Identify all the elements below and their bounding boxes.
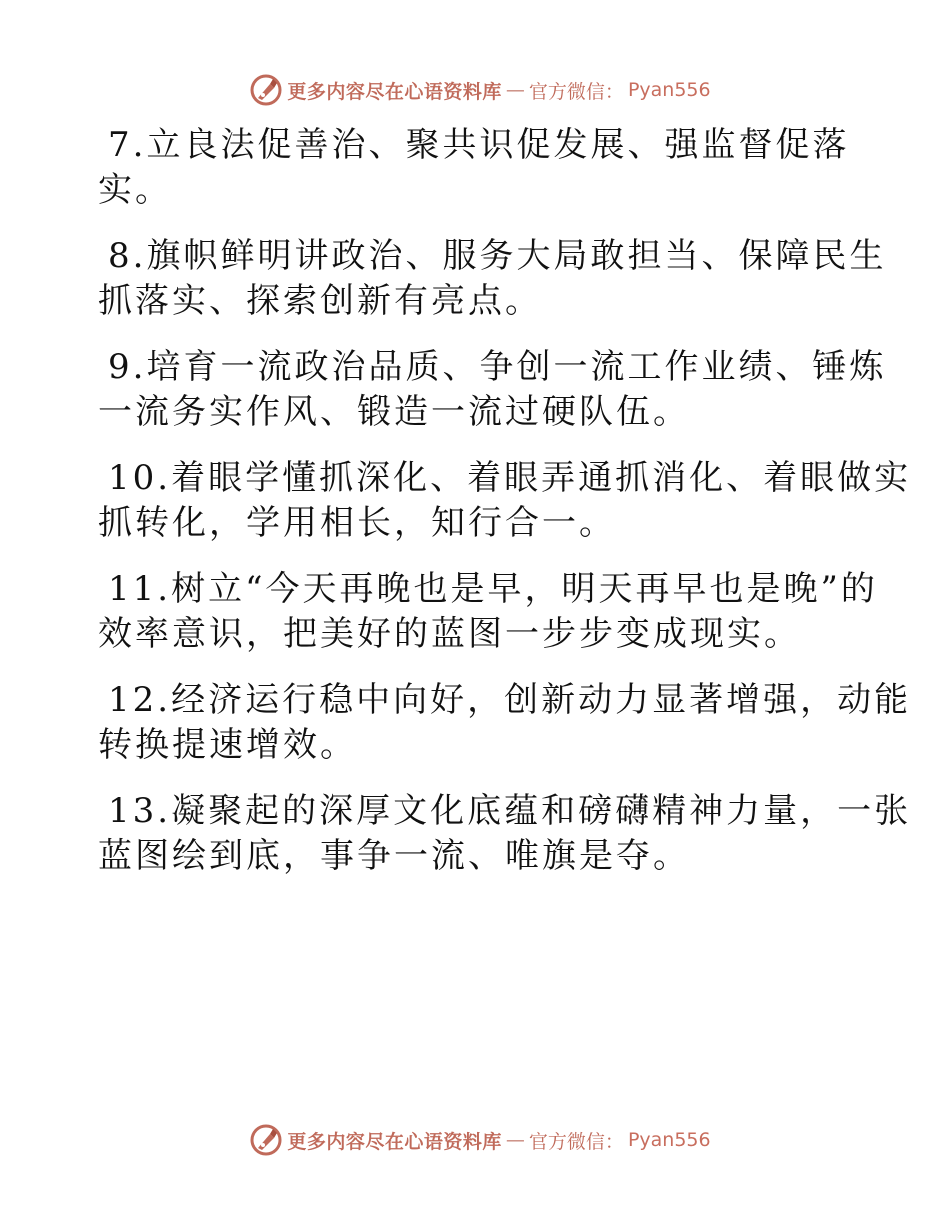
watermark-contact-label: 官方微信： xyxy=(528,1130,624,1153)
list-item-12 xyxy=(98,678,912,768)
watermark-site-text: 更多内容尽在心语资料库 xyxy=(287,80,502,103)
list-item-line: 效率意识，把美好的蓝图一步步变成现实。 xyxy=(98,614,801,654)
list-item-line: 8.旗帜鲜明讲政治、服务大局敢担当、保障民生 xyxy=(108,236,887,276)
watermark-wechat-id: Pyan556 xyxy=(627,79,711,101)
list-item-line: 9.培育一流政治品质、争创一流工作业绩、锤炼 xyxy=(108,347,887,387)
watermark-site-text: 更多内容尽在心语资料库 xyxy=(287,1130,502,1153)
watermark-dash: — xyxy=(505,79,525,101)
list-item-10 xyxy=(98,456,912,546)
list-item-line: 实。 xyxy=(98,170,172,210)
list-item-9 xyxy=(98,345,887,435)
list-item-line: 7.立良法促善治、聚共识促发展、强监督促落 xyxy=(108,125,850,165)
list-item-11 xyxy=(98,567,878,657)
list-item-line: 一流务实作风、锻造一流过硬队伍。 xyxy=(98,392,690,432)
watermark-contact-label: 官方微信： xyxy=(528,80,624,103)
footer-watermark xyxy=(0,1120,950,1160)
list-item-line: 抓转化，学用相长，知行合一。 xyxy=(98,503,616,543)
watermark-group xyxy=(249,73,710,107)
list-item-line: 蓝图绘到底，事争一流、唯旗是夺。 xyxy=(98,836,690,876)
list-item-7 xyxy=(98,123,858,213)
list-item-13 xyxy=(98,789,912,879)
header-watermark xyxy=(0,70,950,110)
watermark-group xyxy=(249,1123,710,1157)
pen-logo-icon xyxy=(249,73,283,107)
list-item-line: 10.着眼学懂抓深化、着眼弄通抓消化、着眼做实 xyxy=(108,458,912,498)
watermark-wechat-id: Pyan556 xyxy=(627,1129,711,1151)
list-item-line: 12.经济运行稳中向好，创新动力显著增强，动能 xyxy=(108,680,912,720)
list-item-8 xyxy=(98,234,887,324)
watermark-dash: — xyxy=(505,1129,525,1151)
document-body xyxy=(98,123,912,900)
list-item-line: 转换提速增效。 xyxy=(98,725,357,765)
list-item-line: 抓落实、探索创新有亮点。 xyxy=(98,281,542,321)
pen-logo-icon xyxy=(249,1123,283,1157)
list-item-line: 11.树立“今天再晚也是早，明天再早也是晚”的 xyxy=(108,569,878,609)
list-item-line: 13.凝聚起的深厚文化底蕴和磅礴精神力量，一张 xyxy=(108,791,912,831)
